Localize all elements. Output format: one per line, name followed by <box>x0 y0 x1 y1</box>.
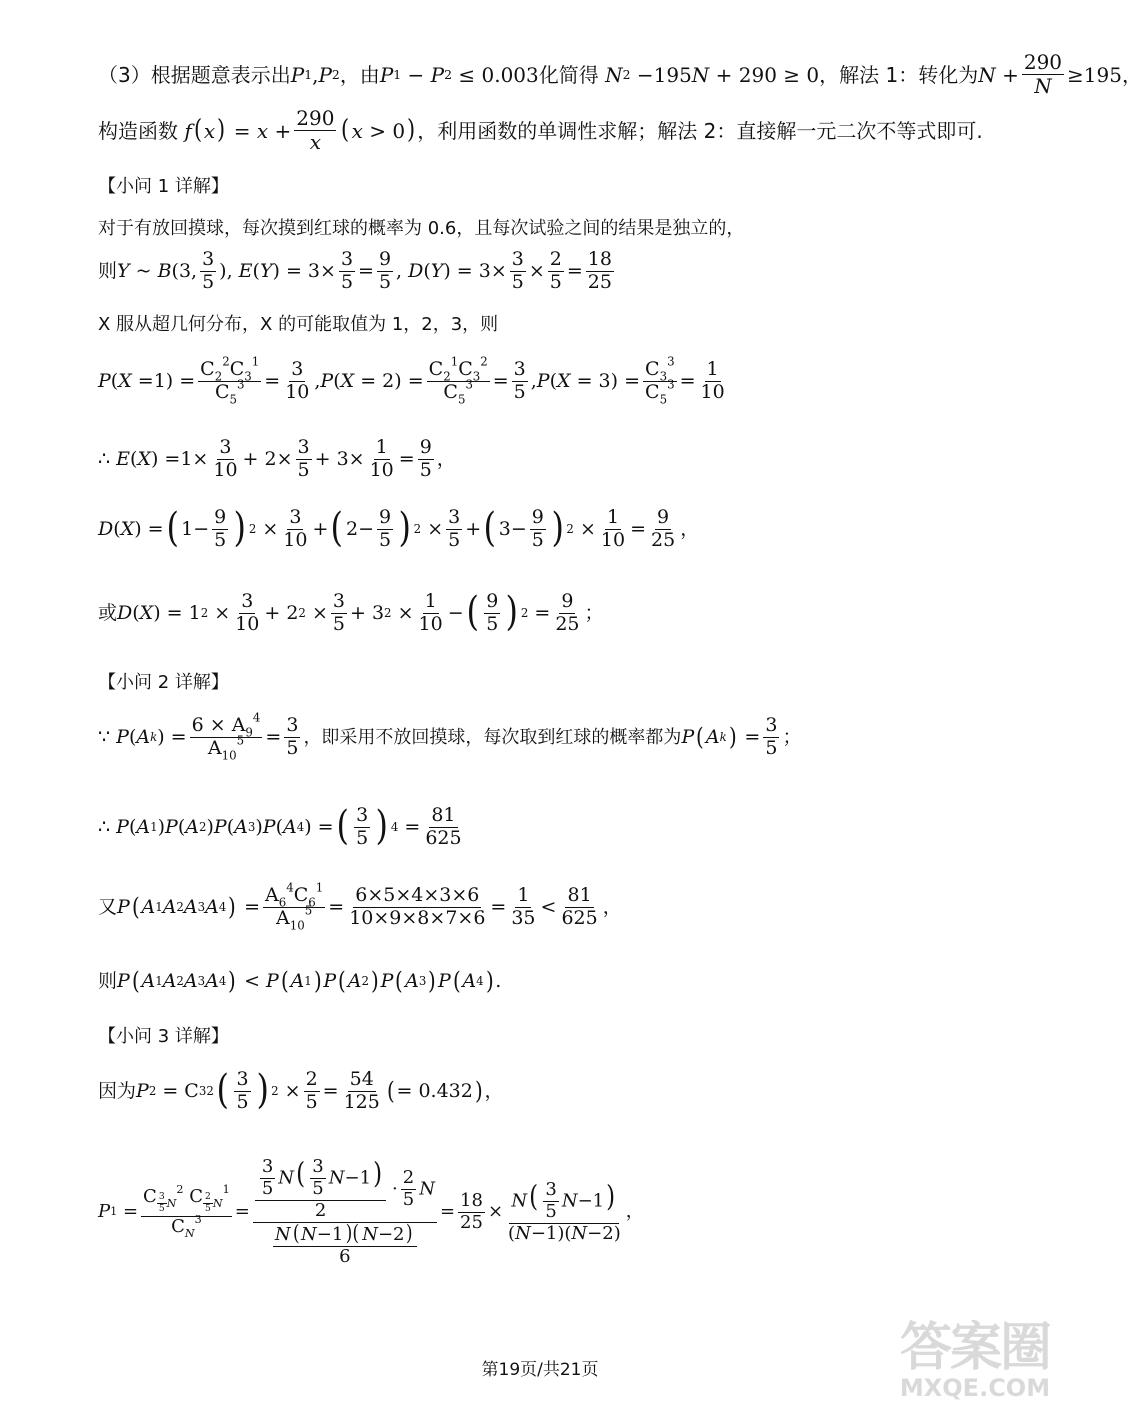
q1-or-prefix: 或 <box>98 602 118 625</box>
q2-ze: 则 <box>98 970 118 992</box>
intro-text: 化简得 <box>538 62 599 87</box>
q3-p1-line: P 1 = C $_{\frac{3}{5} N}^2$ C $_{\frac{2}{5} N}^1$ $C_N^3$ = $\frac{3}{5}$ N( $\frac{3}{5}$ N−1) 2 · $\frac{2}{5}$ N $\frac{N( N-1 )( N-2)}{6}$ = $\frac{18}{25}$ × N( $\frac{3}{5}$ N−1) (N−1)(N−2) ， <box>98 1156 644 1267</box>
q2-joint-line: 又 P ( A 1 A 2 A 3 A 4 ) = $\frac{A_6^4C_6^1}{A_{10}^5}$ = $\frac{6\times 5\times 4\times 3\times 6}{10\times 9\times 8\times 7\times 6}$ = $\frac{1}{35}$ < $\frac{81}{625}$ ， <box>98 880 622 933</box>
intro-line-2: 构造函数 f ( x ) = x + $\frac{290}{x}$ ( x > 0 ) ，利用函数的单调性求解；解法 2：直接解一元二次不等式即可. <box>98 106 983 154</box>
intro-text: 构造函数 <box>98 118 178 143</box>
intro-text: ，利用函数的单调性求解；解法 2：直接解一元二次不等式即可. <box>417 118 983 143</box>
intro-line-1: （3）根据题意表示出 P 1 , P 2 ，由 P 1 − P 2 ≤ 0.003 化简得 N 2 −195 N + 290 ≥ 0 ，解法 1：转化为 N + $\frac{290}{N}$ ≥195 ， <box>98 50 1142 98</box>
q1-variance-alt-line: 或 D ( X ) = 1 2 × $\frac{3}{10}$ + 2 2 × $\frac{3}{5}$ + 3 2 × $\frac{1}{10}$ − ( $\frac{9}{5}$ ) 2 = $\frac{9}{25}$ ； <box>98 589 604 636</box>
q2-text: ，即采用不放回摸球，每次取到红球的概率都为 <box>303 726 682 748</box>
q2-probability-line: ∵ P ( A k ) = $\frac{6 \times A_9^4}{A_{10}^5}$ = $\frac{3}{5}$ ，即采用不放回摸球，每次取到红球的概率都为 P ( A k ) = $\frac{3}{5}$ ； <box>98 710 802 763</box>
q2-product-line: ∴ P ( A 1 ) P ( A 2 ) P ( A 3 ) P ( A 4 ) = ( $\frac{3}{5}$ ) 4 = $\frac{81}{625}$ <box>98 803 462 850</box>
q1-prefix: 则 <box>98 260 118 283</box>
heading-q1: 【小问 1 详解】 <box>98 176 229 197</box>
intro-text: ，解法 1：转化为 <box>819 62 979 87</box>
q1-text-3: X 服从超几何分布，X 的可能取值为 1，2，3，则 <box>98 314 499 335</box>
watermark-logo <box>890 1305 1060 1405</box>
watermark-logo-icon: 答案圈 <box>899 1318 1050 1378</box>
heading-q3: 【小问 3 详解】 <box>98 1026 229 1047</box>
q2-conclusion-line: 则 P ( A 1 A 2 A 3 A 4 ) < P ( A 1 ) P ( A 2 ) P ( A 3 ) P ( A 4 ) . <box>98 966 502 996</box>
intro-text: ，由 <box>339 62 380 87</box>
q1-expectation-line: ∴ E ( X ) =1× $\frac{3}{10}$ + 2× $\frac{3}{5}$ + 3× $\frac{1}{10}$ = $\frac{9}{5}$ ， <box>98 436 456 481</box>
q3-p2-line: 因为 P 2 = C 3 2 ( $\frac{3}{5}$ ) 2 × $\frac{2}{5}$ = $\frac{54}{125}$ ( = 0.432 ) ， <box>98 1067 504 1114</box>
q1-variance-line: D ( X ) = ( 1− $\frac{9}{5}$ ) 2 × $\frac{3}{10}$ + ( 2− $\frac{9}{5}$ ) 2 × $\frac{3}{5}$ + ( 3− $\frac{9}{5}$ ) 2 × $\frac{1}{10}$ = $\frac{9}{25}$ ， <box>98 505 700 552</box>
page-footer: 第19页/共21页 <box>481 1360 599 1380</box>
q2-end: ； <box>782 726 802 749</box>
intro-text: （3）根据题意表示出 <box>98 62 291 87</box>
q1-text-1: 对于有放回摸球，每次摸到红球的概率为 0.6，且每次试验之间的结果是独立的， <box>98 218 745 239</box>
q2-you: 又 <box>98 896 118 919</box>
q1-distribution-line: P ( X =1) = $\frac{C_2^2C_3^1}{C_5^3}$ = $\frac{3}{10}$ , P ( X = 2) = $\frac{C_2^1C_3^2}{C_5^3}$ = $\frac{3}{5}$ , P ( X = 3) = $\frac{C_3^3}{C_5^3}$ = $\frac{1}{10}$ <box>98 354 725 407</box>
q3-yinwei: 因为 <box>98 1080 137 1103</box>
q1-binomial-line: 则 Y ~ B (3, $\frac{3}{5}$ ), E ( Y ) = 3× $\frac{3}{5}$ = $\frac{9}{5}$ , D ( Y ) = 3× $\frac{3}{5}$ × $\frac{2}{5}$ = $\frac{18}{25}$ <box>98 248 612 293</box>
watermark-url: MXQE.COM <box>899 1374 1051 1402</box>
heading-q2: 【小问 2 详解】 <box>98 672 229 693</box>
